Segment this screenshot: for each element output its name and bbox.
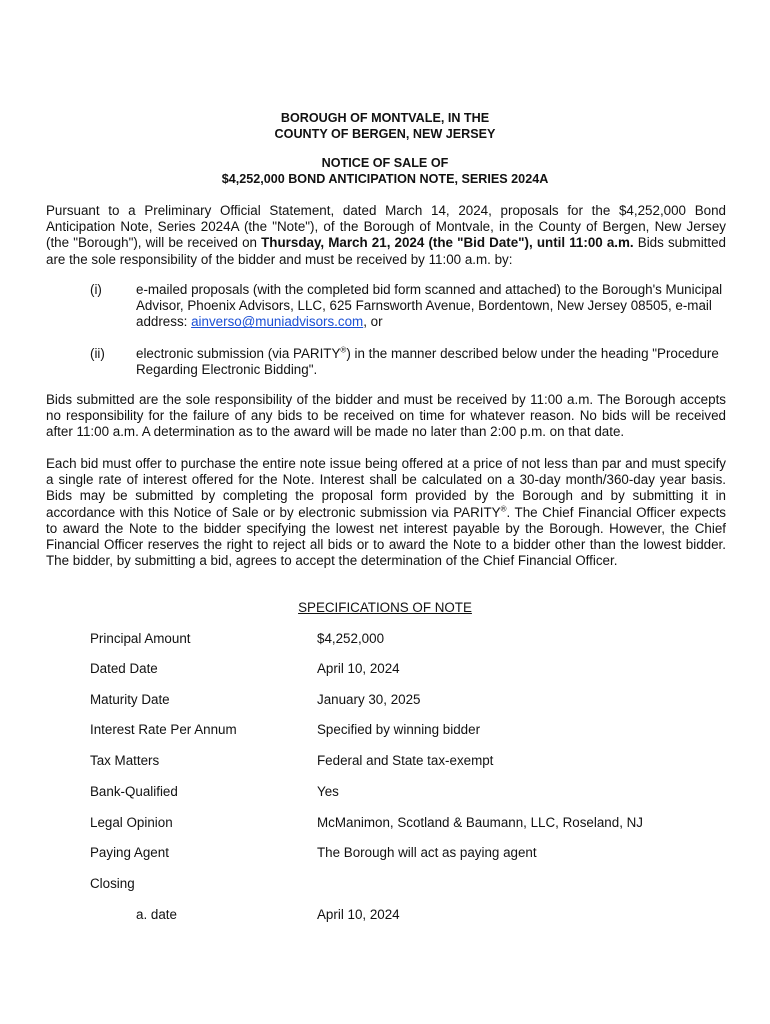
- list-item-text: [136, 346, 726, 378]
- spec-row: [90, 753, 730, 771]
- spec-row: [90, 631, 730, 649]
- spec-row: [90, 661, 730, 679]
- spec-label: Legal Opinion: [90, 815, 173, 830]
- bids-paragraph: Bids submitted are the sole responsibility of the bidder and must be received by 11:00 a.m. The Borough accepts no responsibility for the failure of any bids to be received on time for whatever reason. No bids will be received after 11:00 a.m. A determination as to the award will be made no later than 2:00 p.m. on that date.: [46, 392, 726, 440]
- spec-label: Tax Matters: [90, 753, 160, 768]
- spec-value: April 10, 2024: [317, 661, 400, 676]
- list-item-text-end: , or: [363, 314, 383, 330]
- bid-date-bold: Thursday, March 21, 2024 (the "Bid Date"), until 11:00 a.m.: [261, 235, 634, 251]
- list-item-text-start: e-mailed proposals (with the completed bid form scanned and attached) to the Borough's Municipal Advisor, Phoenix Advisors, LLC, 625 Farnsworth Avenue, Bordentown, New Jersey 08505, e-mail address:: [136, 282, 723, 330]
- spec-label: Principal Amount: [90, 631, 191, 646]
- email-link[interactable]: ainverso@muniadvisors.com: [191, 314, 364, 330]
- notice-title-line-2: $4,252,000 BOND ANTICIPATION NOTE, SERIES 2024A: [221, 172, 549, 186]
- spec-label: Paying Agent: [90, 845, 169, 860]
- intro-paragraph: [46, 203, 726, 268]
- spec-value: Federal and State tax-exempt: [317, 753, 494, 768]
- spec-row: [90, 784, 730, 802]
- intro-text-end: Bids submitted are the sole responsibility of the bidder and must be received by 11:00 a.m. by:: [46, 235, 727, 267]
- registered-mark: ®: [500, 504, 507, 514]
- spec-value: January 30, 2025: [317, 692, 421, 707]
- terms-text: Each bid must offer to purchase the entire note issue being offered at a price of not less than par and must specify a single rate of interest offered for the Note. Interest shall be calculated on a 30-day month/360-day year basis. Bids may be submitted by completing the proposal form provided by the Borough and by submitting it in accordance with this Notice of Sale or by electronic submission via PARITY: [46, 456, 726, 520]
- list-item-text-end: ) in the manner described below under the heading "Procedure Regarding Electronic Bidding".: [136, 346, 719, 378]
- terms-text-end: . The Chief Financial Officer expects to award the Note to the bidder specifying the lowest net interest payable by the Borough. However, the Chief Financial Officer reserves the right to reject all bids or to award the Note to a bidder other than the lowest bidder. The bidder, by submitting a bid, agrees to accept the determination of the Chief Financial Officer.: [46, 504, 726, 569]
- spec-label: Dated Date: [90, 661, 158, 676]
- spec-row: [90, 907, 730, 925]
- specifications-heading: SPECIFICATIONS OF NOTE: [298, 600, 472, 615]
- issuer-title-line-2: COUNTY OF BERGEN, NEW JERSEY: [274, 127, 496, 141]
- spec-label: Closing: [90, 876, 135, 891]
- notice-title-line-1: NOTICE OF SALE OF: [321, 156, 449, 170]
- spec-label: Bank-Qualified: [90, 784, 178, 799]
- terms-paragraph: [46, 456, 726, 569]
- spec-row: [90, 692, 730, 710]
- spec-value: April 10, 2024: [317, 907, 400, 922]
- registered-mark: ®: [340, 345, 347, 355]
- spec-row: [90, 722, 730, 740]
- spec-row: [90, 876, 730, 894]
- list-item-text: [136, 282, 726, 331]
- spec-label: Maturity Date: [90, 692, 170, 707]
- spec-label: Interest Rate Per Annum: [90, 722, 237, 737]
- issuer-title-line-1: BOROUGH OF MONTVALE, IN THE: [280, 111, 490, 125]
- spec-value: McManimon, Scotland & Baumann, LLC, Roseland, NJ: [317, 815, 643, 830]
- spec-row: [90, 845, 730, 863]
- intro-text: Pursuant to a Preliminary Official Statement, dated March 14, 2024, proposals for the $4,252,000 Bond Anticipation Note, Series 2024A (the "Note"), of the Borough of Montvale, in the County of Bergen, New Jersey (the "Borough"), will be received on: [46, 203, 726, 251]
- spec-value: $4,252,000: [317, 631, 385, 646]
- spec-row: [90, 815, 730, 833]
- spec-label: a. date: [136, 907, 177, 922]
- list-item-number: (i): [90, 282, 102, 297]
- list-item-number: (ii): [90, 346, 105, 361]
- spec-value: Yes: [317, 784, 339, 799]
- spec-value: The Borough will act as paying agent: [317, 845, 537, 860]
- list-item-text-start: electronic submission (via PARITY: [136, 346, 341, 361]
- spec-value: Specified by winning bidder: [317, 722, 481, 737]
